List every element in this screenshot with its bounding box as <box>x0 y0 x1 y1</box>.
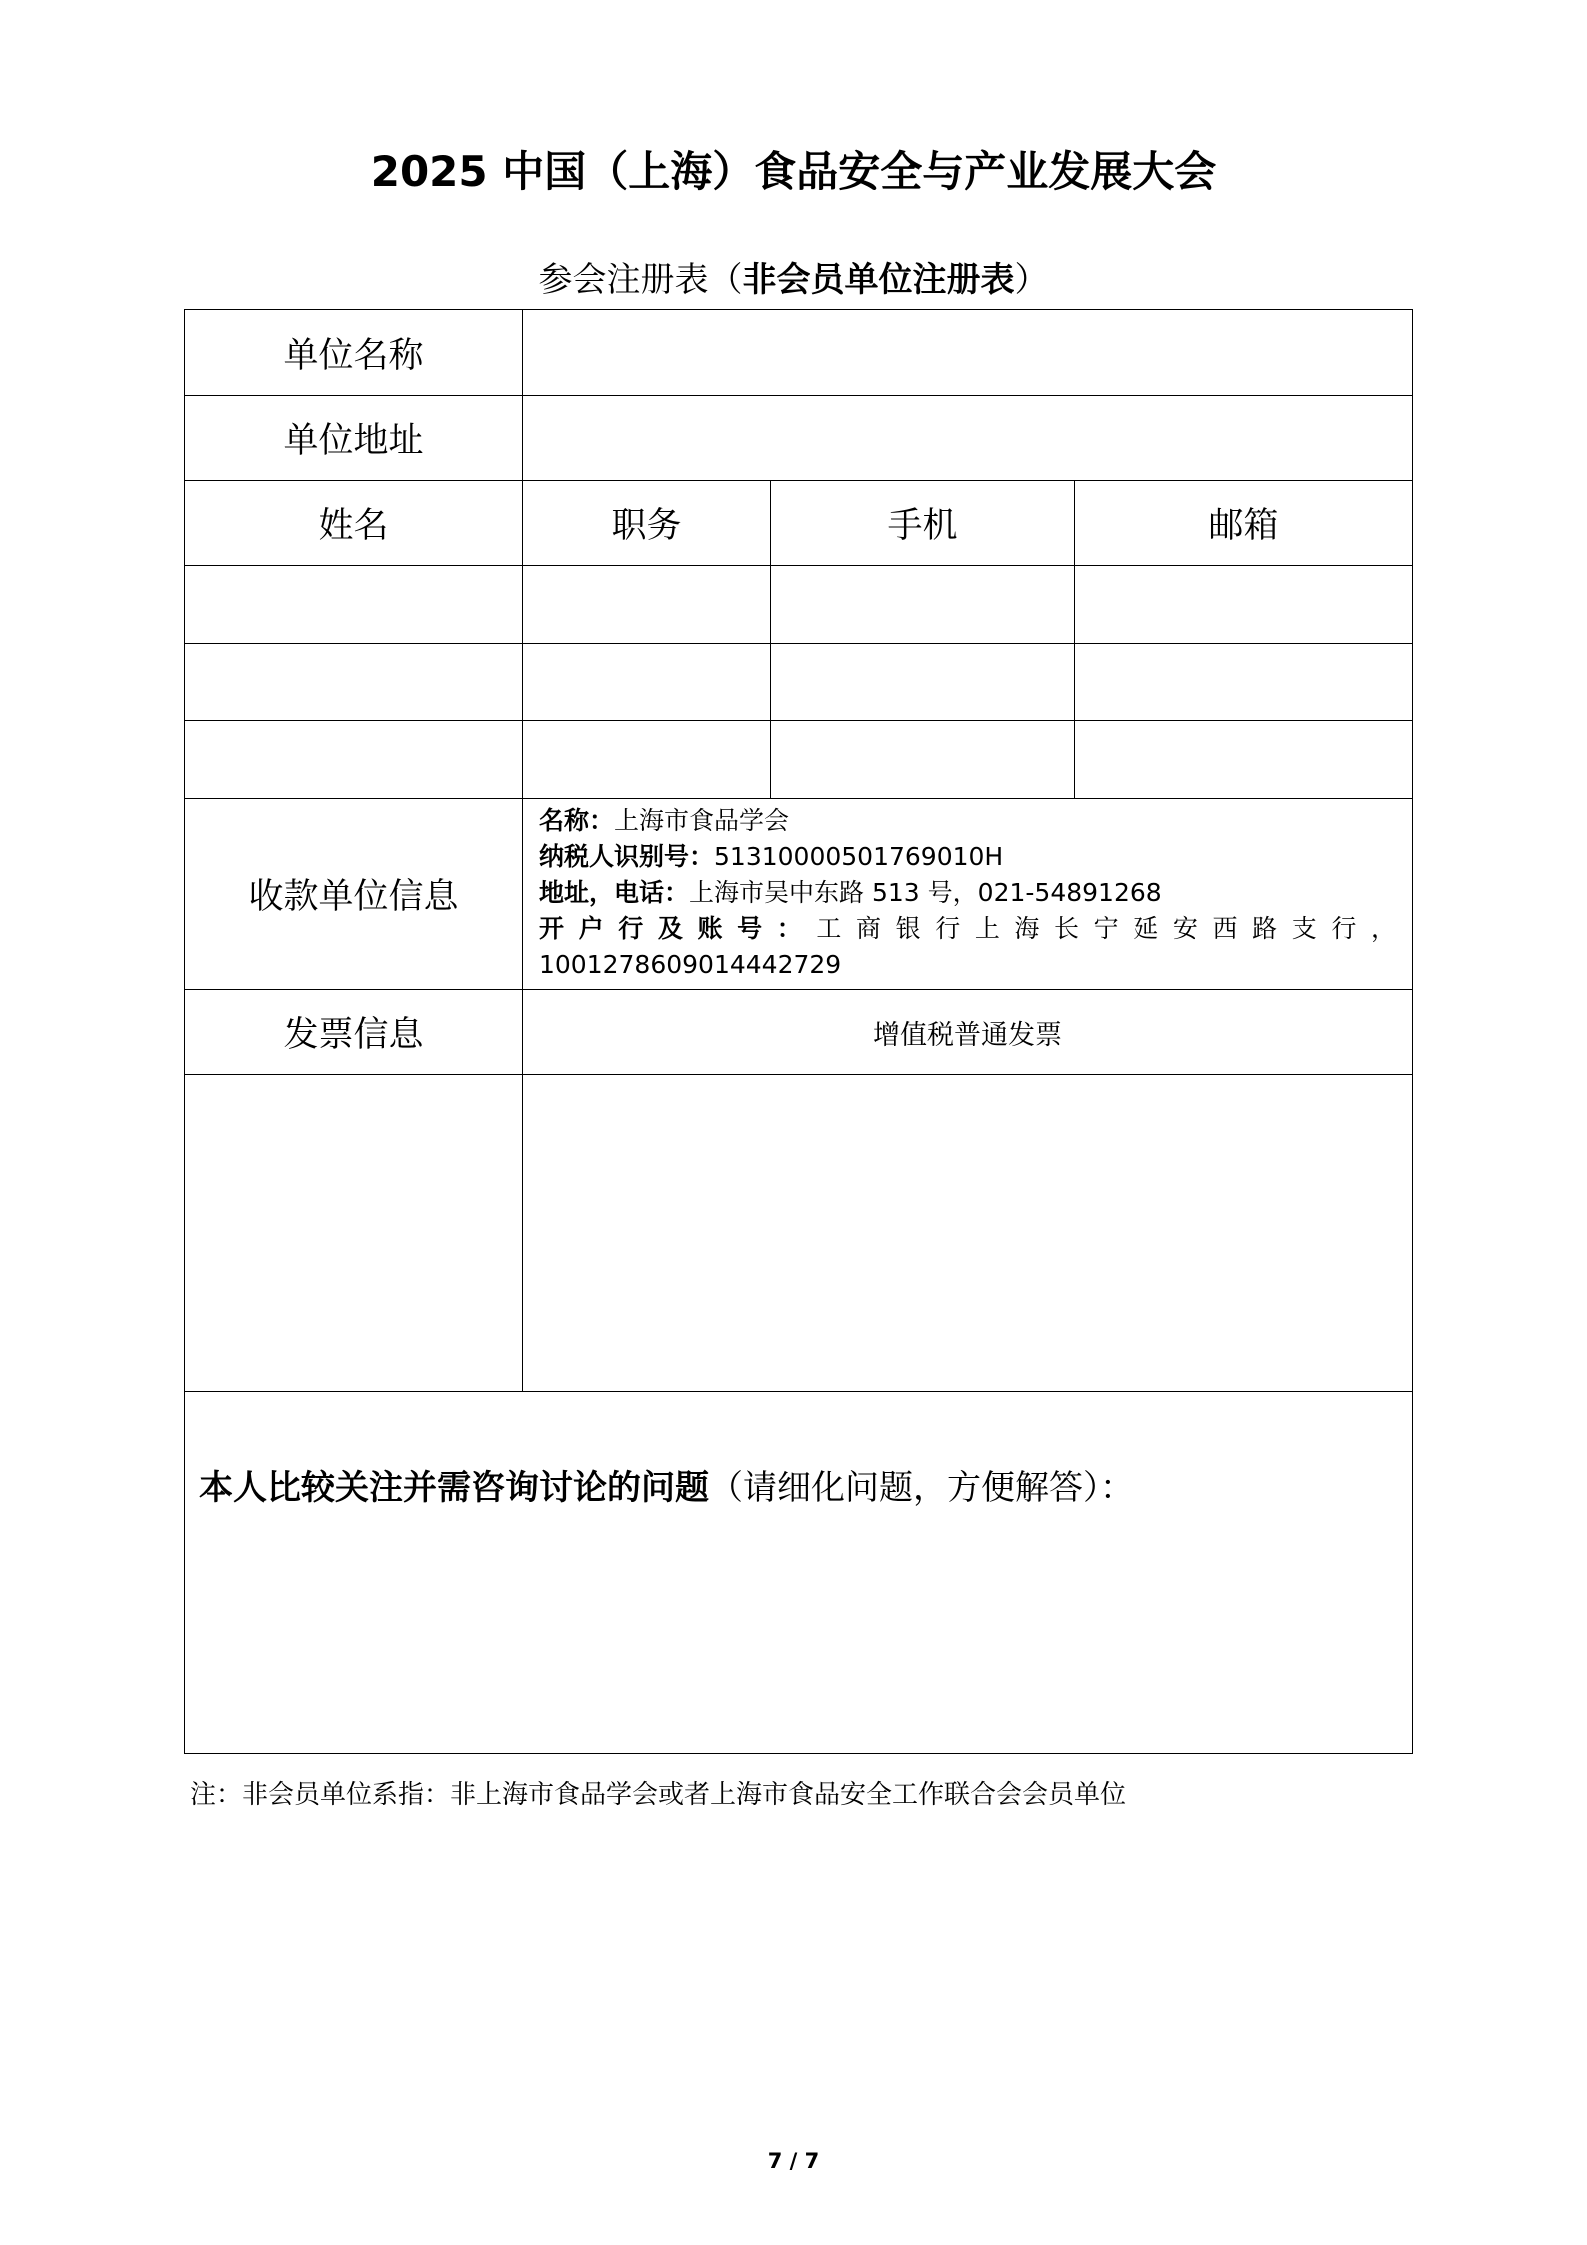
subtitle-bold: 非会员单位注册表 <box>742 260 1015 300</box>
invoice-label: 发票信息 <box>185 990 523 1075</box>
payee-name-line <box>539 803 1396 839</box>
unit-address-row <box>185 396 1413 481</box>
invoice-row <box>185 990 1413 1075</box>
attendee-name-cell[interactable] <box>185 566 523 644</box>
subtitle-suffix: ） <box>1014 260 1049 300</box>
payee-address-street: 上海市吴中东路 <box>689 878 865 907</box>
payee-tax-key: 纳税人识别号： <box>539 842 715 871</box>
attendee-email-cell[interactable] <box>1075 566 1413 644</box>
blank-value-cell[interactable] <box>523 1075 1413 1392</box>
payee-address-suffix: 号， <box>927 878 978 907</box>
column-header-position: 职务 <box>523 481 771 566</box>
payee-address-number: 513 <box>871 878 920 907</box>
concern-row <box>185 1392 1413 1754</box>
subtitle-prefix: 参会注册表（ <box>538 260 743 300</box>
attendee-row <box>185 566 1413 644</box>
blank-row <box>185 1075 1413 1392</box>
attendee-mobile-cell[interactable] <box>771 721 1075 799</box>
payee-bank-value: 工商银行上海长宁延安西路支行， <box>816 914 1397 943</box>
attendee-position-cell[interactable] <box>523 566 771 644</box>
payee-address-line <box>539 875 1396 911</box>
attendee-mobile-cell[interactable] <box>771 644 1075 721</box>
attendee-row <box>185 644 1413 721</box>
footnote: 注：非会员单位系指：非上海市食品学会或者上海市食品安全工作联合会会员单位 <box>190 1780 1127 1810</box>
unit-name-label: 单位名称 <box>185 310 523 396</box>
attendee-email-cell[interactable] <box>1075 721 1413 799</box>
unit-address-label: 单位地址 <box>185 396 523 481</box>
payee-name-value: 上海市食品学会 <box>614 806 790 835</box>
concern-question-hint: （请细化问题，方便解答）： <box>709 1468 1134 1508</box>
payee-bank-key: 开户行及账号： <box>539 914 817 943</box>
payee-account-line <box>539 947 1396 983</box>
payee-account-number: 1001278609014442729 <box>539 950 842 979</box>
payee-name-key: 名称： <box>539 806 615 835</box>
attendee-position-cell[interactable] <box>523 644 771 721</box>
attendee-name-cell[interactable] <box>185 721 523 799</box>
attendee-row <box>185 721 1413 799</box>
payee-phone: 021-54891268 <box>977 878 1162 907</box>
payee-row <box>185 799 1413 990</box>
attendee-header-row <box>185 481 1413 566</box>
concern-question-label: 本人比较关注并需咨询讨论的问题 <box>199 1468 709 1508</box>
payee-address-key: 地址，电话： <box>539 878 690 907</box>
attendee-position-cell[interactable] <box>523 721 771 799</box>
payee-tax-value: 51310000501769010H <box>714 842 1004 871</box>
form-subtitle <box>0 256 1587 304</box>
payee-label: 收款单位信息 <box>185 799 523 990</box>
blank-label-cell[interactable] <box>185 1075 523 1392</box>
unit-name-field[interactable] <box>523 310 1413 396</box>
attendee-mobile-cell[interactable] <box>771 566 1075 644</box>
column-header-mobile: 手机 <box>771 481 1075 566</box>
payee-bank-line <box>539 911 1396 947</box>
document-title: 2025 中国（上海）食品安全与产业发展大会 <box>370 147 1217 196</box>
attendee-email-cell[interactable] <box>1075 644 1413 721</box>
invoice-type-value: 增值税普通发票 <box>523 990 1413 1075</box>
column-header-name: 姓名 <box>185 481 523 566</box>
page-number: 7 / 7 <box>767 2149 820 2173</box>
payee-info <box>523 799 1413 990</box>
attendee-name-cell[interactable] <box>185 644 523 721</box>
unit-name-row <box>185 310 1413 396</box>
registration-form-table <box>184 309 1413 1754</box>
unit-address-field[interactable] <box>523 396 1413 481</box>
concern-question-cell[interactable] <box>185 1392 1413 1754</box>
column-header-email: 邮箱 <box>1075 481 1413 566</box>
payee-tax-line <box>539 839 1396 875</box>
